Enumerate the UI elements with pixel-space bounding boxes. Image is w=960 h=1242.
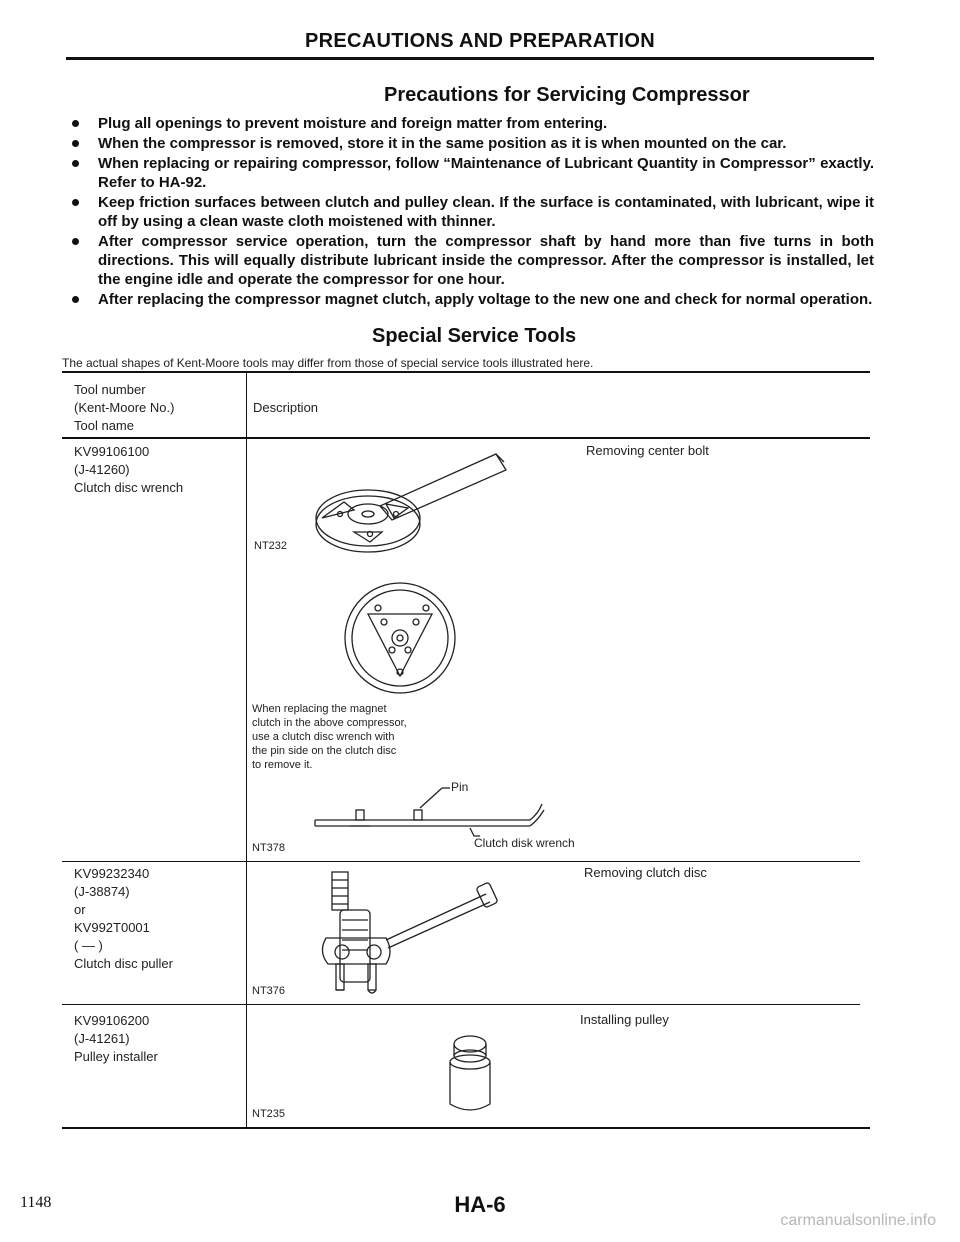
tools-title: Special Service Tools	[372, 325, 577, 347]
page-code: HA-6	[454, 1192, 506, 1217]
precautions-title: Precautions for Servicing Compressor	[384, 84, 750, 106]
bullet-icon	[72, 296, 79, 303]
wrench-side-view-illustration	[310, 788, 570, 838]
tools-note: The actual shapes of Kent-Moore tools may differ from those of special service tools illustrated here.	[62, 356, 594, 370]
precautions-list	[62, 114, 874, 310]
table-header-rule	[62, 437, 870, 439]
header-rule	[66, 57, 874, 60]
bullet-icon	[72, 140, 79, 147]
table-bottom-rule	[62, 1127, 870, 1129]
tool-usage: Removing clutch disc	[584, 865, 707, 880]
bullet-icon	[72, 238, 79, 245]
precaution-item: After compressor service operation, turn the compressor shaft by hand more than five turns in both directions. This will equally distribute lubricant inside the compressor. After the compressor is installed, let the engine idle and operate the compressor for one hour.	[62, 232, 874, 289]
tool-usage: Removing center bolt	[586, 443, 709, 458]
figure-code: NT232	[254, 540, 288, 552]
clutch-disc-puller-illustration	[300, 860, 520, 1000]
table-top-rule	[62, 371, 870, 373]
figure-code: NT378	[252, 842, 286, 854]
tool-usage: Installing pulley	[580, 1012, 669, 1027]
watermark-text: carmanualsonline.info	[780, 1212, 936, 1229]
precaution-item: Keep friction surfaces between clutch and pulley clean. If the surface is contaminated, with lubricant, wipe it off by using a clean waste cloth moistened with thinner.	[62, 193, 874, 231]
bullet-icon	[72, 120, 79, 127]
row-divider	[62, 1004, 860, 1005]
precaution-item: When the compressor is removed, store it in the same position as it is when mounted on the car.	[62, 134, 874, 153]
clutch-disc-illustration	[330, 580, 470, 700]
wrench-label: Clutch disk wrench	[474, 836, 575, 850]
tool-info: KV99106100 (J-41260) Clutch disc wrench	[74, 444, 184, 495]
tool-info: KV99232340 (J-38874) or KV992T0001 ( — ) Clutch disc puller	[74, 866, 173, 971]
precaution-item: Plug all openings to prevent moisture and foreign matter from entering.	[62, 114, 874, 133]
figure-code: NT376	[252, 985, 286, 997]
precaution-item: When replacing or repairing compressor, follow “Maintenance of Lubricant Quantity in Compressor” exactly. Refer to HA-92.	[62, 154, 874, 192]
figure-caption: When replacing the magnet clutch in the above compressor, use a clutch disc wrench with the pin side on the clutch disc to remove it.	[252, 703, 407, 771]
page-header-title: PRECAUTIONS AND PREPARATION	[305, 30, 655, 52]
header-col-tool: Tool number (Kent-Moore No.) Tool name	[74, 382, 175, 433]
pin-label: Pin	[451, 780, 469, 794]
bullet-icon	[72, 160, 79, 167]
precaution-item: After replacing the compressor magnet clutch, apply voltage to the new one and check for normal operation.	[62, 290, 874, 309]
page-ref-number: 1148	[20, 1194, 52, 1211]
bullet-icon	[72, 199, 79, 206]
clutch-disc-wrench-illustration	[300, 448, 520, 558]
table-column-divider	[246, 371, 247, 1127]
figure-code: NT235	[252, 1108, 286, 1120]
header-col-description: Description	[253, 400, 319, 415]
tool-info: KV99106200 (J-41261) Pulley installer	[74, 1013, 158, 1064]
pulley-installer-illustration	[440, 1028, 500, 1118]
